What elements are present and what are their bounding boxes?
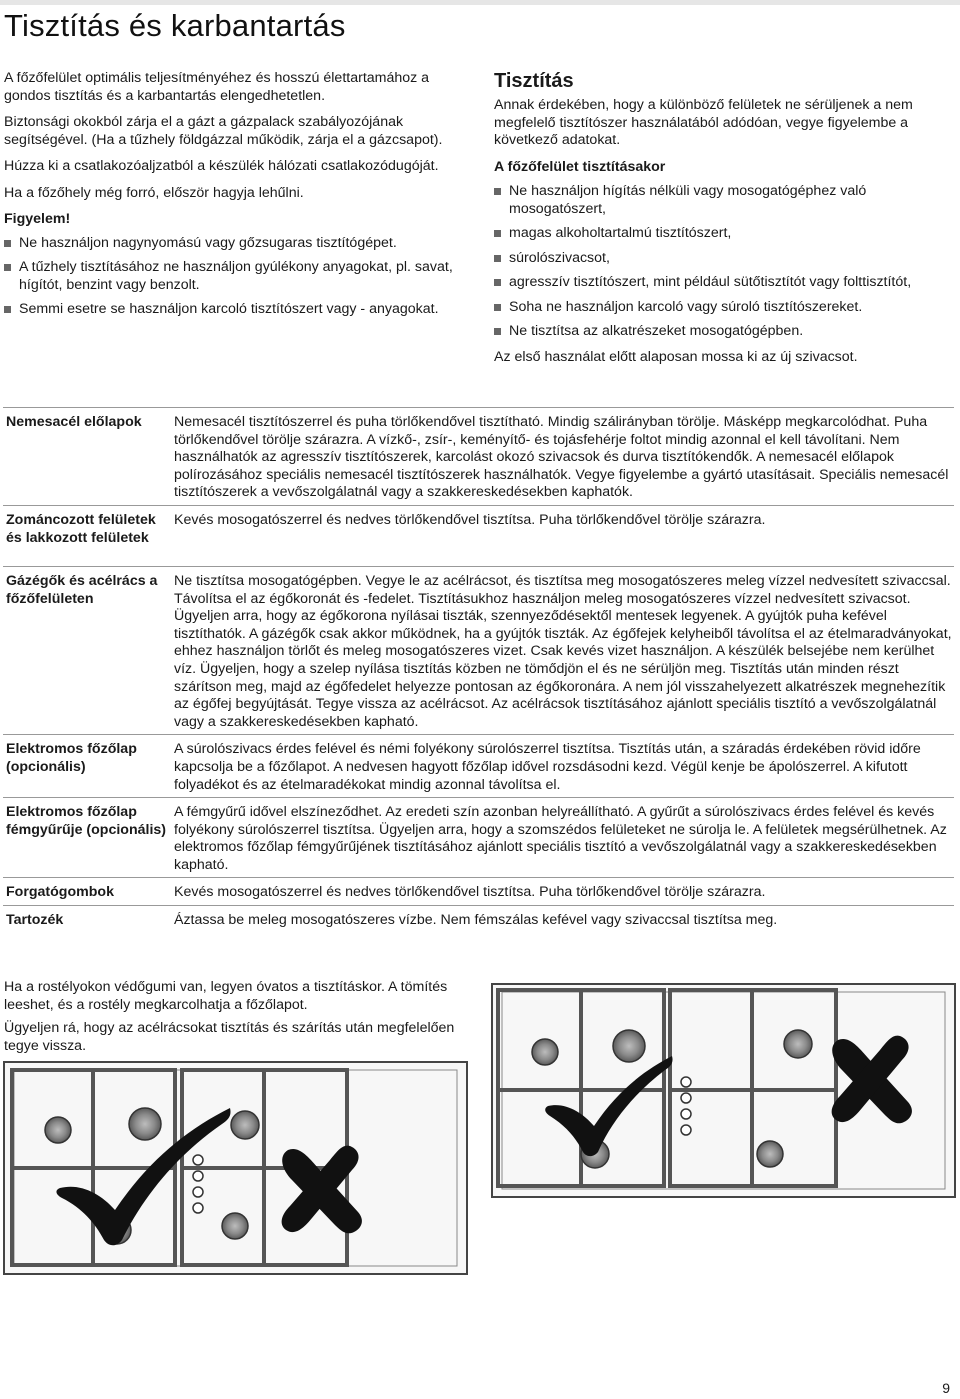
- table-row: [3, 877, 954, 905]
- list-item: Semmi esetre se használjon karcoló tisztítószert vagy - anyagokat.: [4, 301, 472, 319]
- square-bullet-icon: [4, 264, 11, 271]
- cleaning-closing: Az első használat előtt alaposan mossa ki az új szivacsot.: [494, 348, 858, 365]
- row-label: Gázégők és acélrács a főzőfelületen: [6, 572, 158, 607]
- warning-list: [4, 235, 472, 319]
- unplug-paragraph: Húzza ki a csatlakozóaljzatból a készülék hálózati csatlakozódugóját.: [4, 158, 439, 174]
- row-label: Tartozék: [6, 912, 64, 929]
- square-bullet-icon: [494, 188, 501, 195]
- square-bullet-icon: [494, 255, 501, 262]
- page-number: 9: [942, 1380, 950, 1396]
- row-label: Elektromos főzőlap fémgyűrűje (opcionális): [6, 804, 167, 838]
- row-label: Nemesacél előlapok: [6, 414, 142, 430]
- list-item: agresszív tisztítószert, mint például sütőtisztítót vagy folttisztítót,: [494, 274, 956, 292]
- square-bullet-icon: [494, 304, 501, 311]
- row-label: Forgatógombok: [6, 884, 114, 901]
- cleaning-list: [494, 183, 956, 341]
- row-text: Kevés mosogatószerrel és nedves törlőkendővel tisztítsa. Puha törlőkendővel törölje szárazra.: [174, 884, 766, 901]
- burner-icon: [222, 1213, 248, 1239]
- square-bullet-icon: [4, 306, 11, 313]
- row-label: Zománcozott felületek és lakkozott felületek: [6, 511, 156, 546]
- cool-down-paragraph: Ha a főzőhely még forró, először hagyja lehűlni.: [4, 184, 304, 201]
- row-text: Áztassa be meleg mosogatószeres vízbe. Nem fémszálas kefével vagy szivaccsal tisztítsa meg.: [174, 912, 778, 929]
- top-rule: [0, 0, 960, 5]
- square-bullet-icon: [4, 240, 11, 247]
- cleaning-column: [494, 70, 956, 375]
- square-bullet-icon: [494, 230, 501, 237]
- table-row: [3, 797, 954, 877]
- burner-icon: [129, 1108, 161, 1140]
- square-bullet-icon: [494, 279, 501, 286]
- row-text: A fémgyűrű idővel elszíneződhet. Az eredeti szín azonban helyreállítható. A gyűrűt a súrolószivacs érdes felével és kevés folyékony súrolószerrel tisztítsa. Ügyeljen arra, hogy a szomszédos felületeket ne súrolja le. A felületek megsérülhetnek. Az elektromos főzőlap fémgyűrűjének tisztításához ajánlott speciális tisztító a vevőszolgálatnál vagy a szakkereskedésekben kapható.: [174, 804, 947, 873]
- hob-illustrations: [0, 978, 960, 1278]
- grate-note: Ügyeljen rá, hogy az acélrácsokat tisztítás és szárítás után megfelelően tegye vissza.: [4, 1020, 455, 1054]
- list-item: Soha ne használjon karcoló vagy súroló tisztítószereket.: [494, 299, 956, 317]
- page-title: Tisztítás és karbantartás: [4, 8, 346, 43]
- square-bullet-icon: [494, 328, 501, 335]
- list-item: Ne használjon nagynyomású vagy gőzsugaras tisztítógépet.: [4, 235, 472, 253]
- safety-paragraph: Biztonsági okokból zárja el a gázt a gázpalack szabályozójának segítségével. (Ha a tűzhely földgázzal működik, zárja el a gázcsapot).: [4, 114, 443, 148]
- rubber-note: Ha a rostélyokon védőgumi van, legyen óvatos a tisztításkor. A tömítés leeshet, és a rostély megkarcolhatja a főzőlapot.: [4, 979, 448, 1013]
- list-item: A tűzhely tisztításához ne használjon gyúlékony anyagokat, pl. savat, hígítót, benzint vagy benzolt.: [4, 259, 472, 294]
- burner-icon: [532, 1039, 558, 1065]
- warning-title: Figyelem!: [4, 211, 71, 227]
- hob-correct-illustration: [4, 1062, 467, 1274]
- intro-paragraph: A főzőfelület optimális teljesítményéhez és hosszú élettartamához a gondos tisztítás és a karbantartás elengedhetetlen.: [4, 70, 430, 104]
- table-row: [3, 505, 954, 566]
- row-label: Elektromos főzőlap (opcionális): [6, 741, 137, 775]
- list-item: magas alkoholtartalmú tisztítószert,: [494, 225, 956, 243]
- intro-column: [4, 70, 472, 327]
- row-text: Ne tisztítsa mosogatógépben. Vegye le az acélrácsot, és tisztítsa meg mosogatószeres meleg vízzel nedvesített szivaccsal. Távolítsa el az égőkoronát és -fedelet. Tisztításukhoz használjon meleg mosogatószeres vízzel nedvesített szivacsot. Ügyeljen arra, hogy az égőkorona nyílásai tiszták, szennyeződésektől mentesek legyenek. A gyújtók puha kefével tisztíthatók. A gázégők csak akkor működnek, ha a gyújtók tiszták. Az égőfejek kelyheiből távolítsa el az ételmaradványokat, ehhez használjon törlőt és meleg mosogatószeres vizet. Csak kevés vizet használjon. A készülék belsejébe nem kerülhet víz. Ügyeljen, hogy a szelep nyílása tisztítás közben ne tömődjön el és ne sérüljön meg. Tisztítás után minden részt szárítson meg, majd az égőfedelet helyezze pontosan az égőkoronára. A nem jól visszahelyezett alkatrészek megnehezítik az égőfej begyújtását. Tegye vissza az acélrácsot. Az acélrácsok tisztításához ajánlott speciális tisztító a vevőszolgálatnál vagy a szakkereskedésekben kapható.: [174, 572, 952, 730]
- burner-icon: [613, 1030, 645, 1062]
- list-item: súrolószivacsot,: [494, 250, 956, 268]
- burner-icon: [231, 1111, 259, 1139]
- row-text: Nemesacél tisztítószerrel és puha törlőkendővel tisztítható. Mindig szálirányban törölje. Másképp megkarcolódhat. Puha törlőkendővel törölje szárazra. A vízkő-, zsír-, keményítő- és tojásfehérje foltot mindig azonnal el kell távolítani. Nem használhatók az agresszív tisztítószerek, karcolást okozó szivacsok és durva tisztítókendők. A nemesacél előlapok polírozásához speciális nemesacél tisztítószerek használhatók. Vegye figyelembe a gyártó utasításait. Speciális nemesacél tisztítószerek a vevőszolgálatnál vagy a szakkereskedésekben kaphatók.: [174, 414, 949, 501]
- surface-cleaning-table: [3, 407, 954, 933]
- hob-wrong-illustration: [492, 984, 955, 1197]
- row-text: Kevés mosogatószerrel és nedves törlőkendővel tisztítsa. Puha törlőkendővel törölje szárazra.: [174, 511, 766, 528]
- cleaning-heading: Tisztítás: [494, 70, 574, 92]
- table-row: [3, 905, 954, 933]
- cleaning-subheading: A főzőfelület tisztításakor: [494, 158, 666, 175]
- cleaning-intro: Annak érdekében, hogy a különböző felületek ne sérüljenek a nem megfelelő tisztítószer használatából adódóan, vegye figyelembe a következő adatokat.: [494, 97, 913, 148]
- table-row: [3, 734, 954, 797]
- burner-icon: [757, 1141, 783, 1167]
- burner-icon: [784, 1030, 812, 1058]
- table-row: [3, 407, 954, 505]
- list-item: Ne tisztítsa az alkatrészeket mosogatógépben.: [494, 323, 956, 341]
- list-item: Ne használjon hígítás nélküli vagy mosogatógéphez való mosogatószert,: [494, 183, 956, 218]
- row-text: A súrolószivacs érdes felével és némi folyékony súrolószerrel tisztítsa. Tisztítás után, a száradás érdekében rövid időre kapcsolja be a főzőlapot. A nedvesen hagyott főzőlap idővel rozsdásodni kezd. Végül kenje be ápolószerrel. A kifutott folyadékot és az ételmaradékokat mindig azonnal távolítsa el.: [174, 741, 921, 793]
- burner-icon: [45, 1117, 71, 1143]
- table-row: [3, 566, 954, 734]
